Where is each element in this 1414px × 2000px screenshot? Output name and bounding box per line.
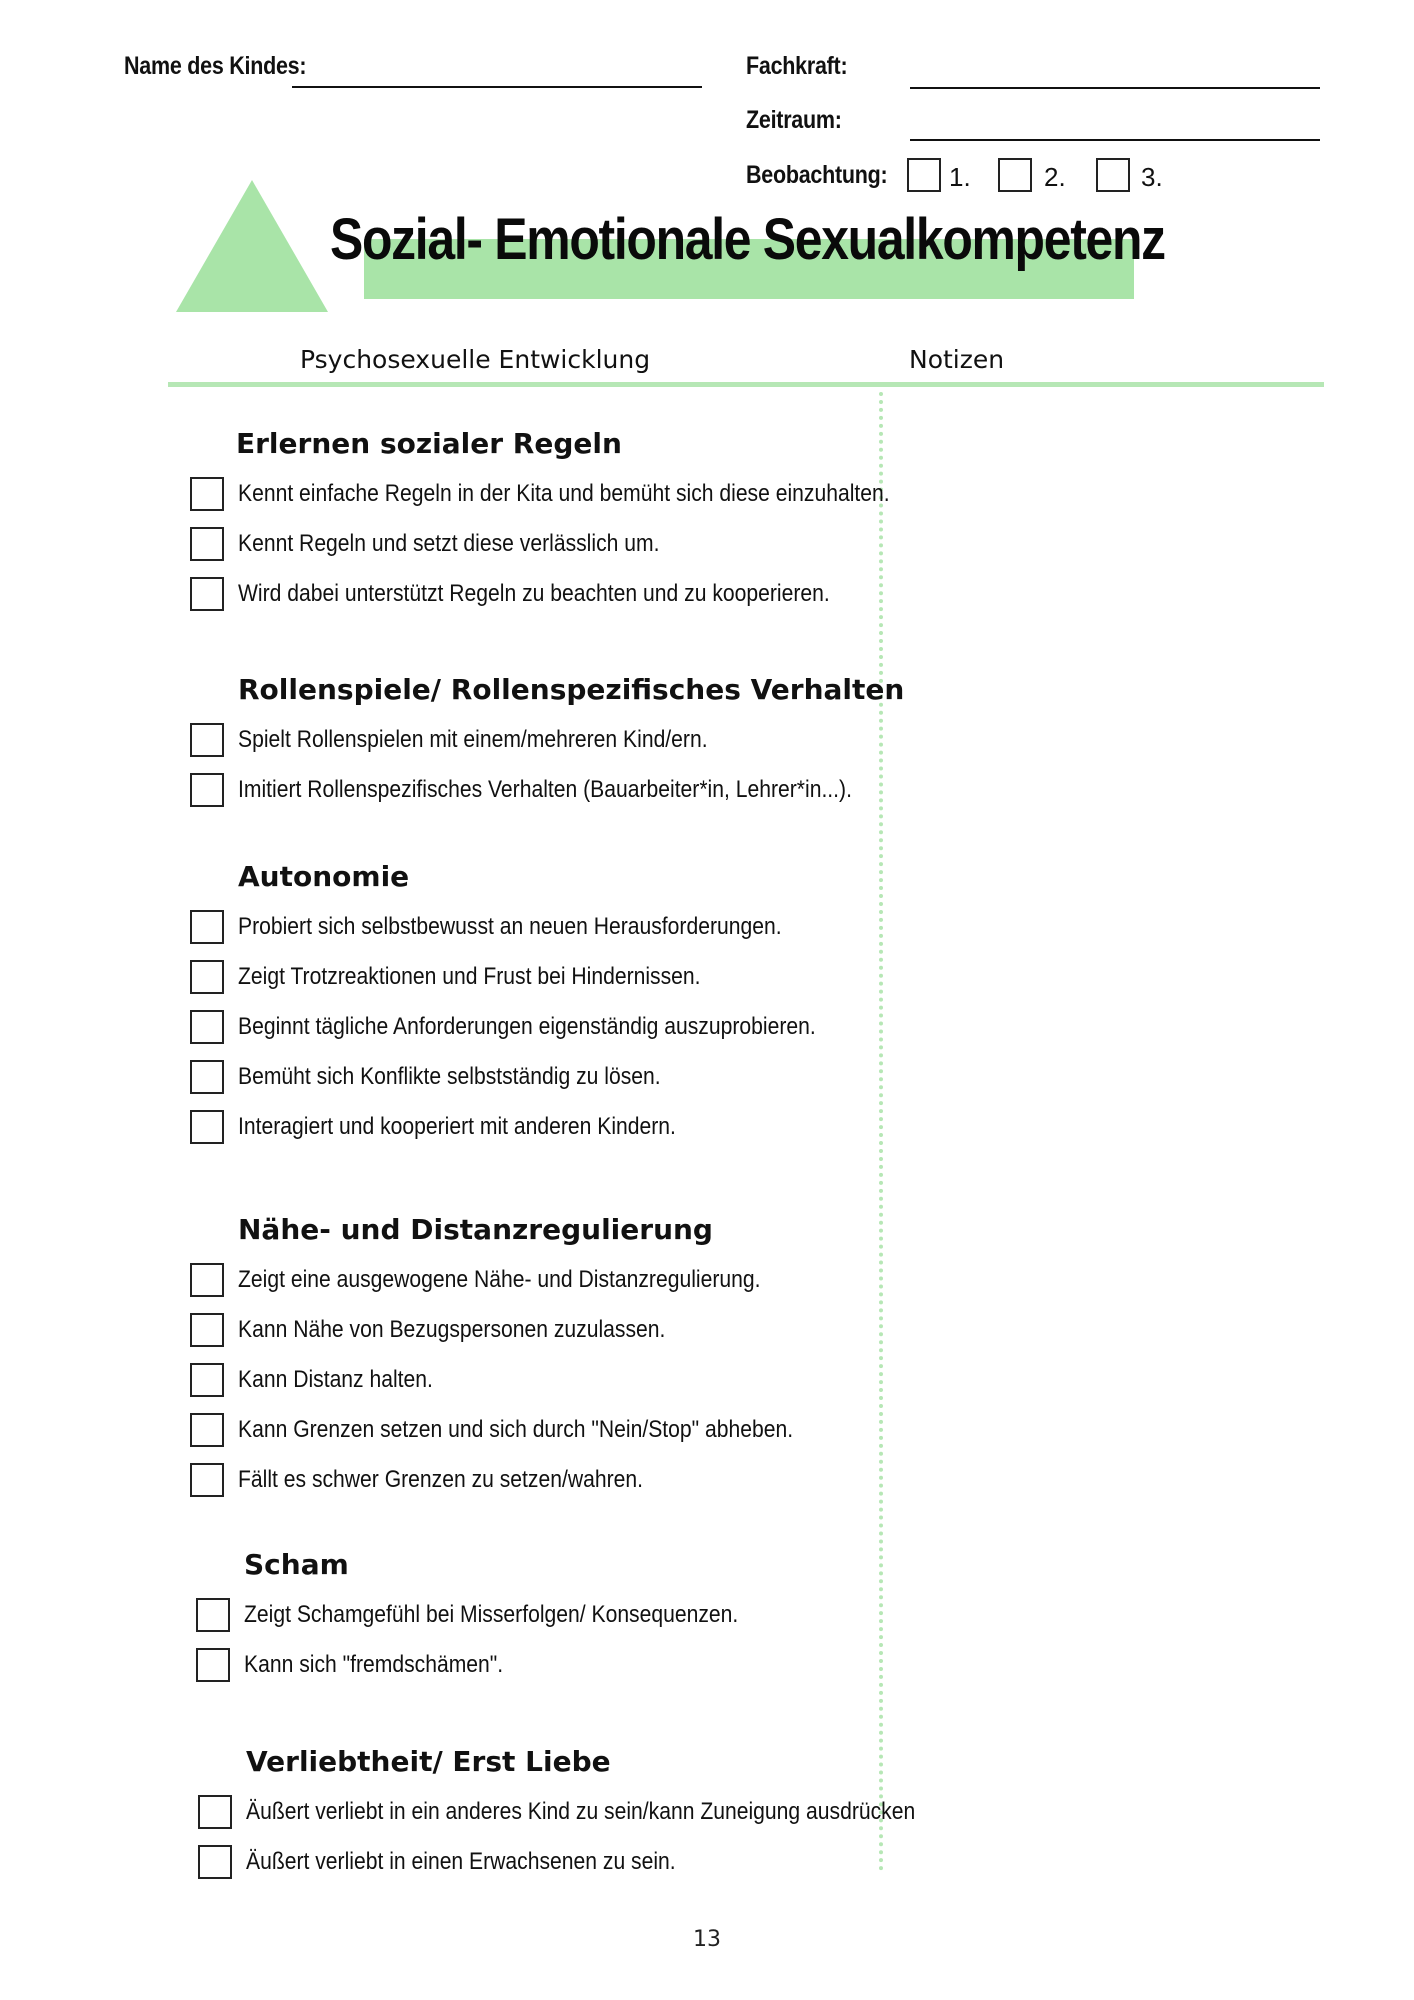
green-triangle-decoration: [176, 180, 328, 312]
item-checkbox[interactable]: [190, 577, 224, 611]
item-text: Bemüht sich Konflikte selbstständig zu lösen.: [238, 1063, 661, 1090]
list-item: [190, 1007, 816, 1057]
list-item: [190, 1360, 713, 1410]
section-title: Nähe- und Distanzregulierung: [238, 1213, 713, 1246]
item-text: Zeigt Trotzreaktionen und Frust bei Hindernissen.: [238, 963, 701, 990]
list-item: [198, 1842, 676, 1892]
item-text: Äußert verliebt in einen Erwachsenen zu sein.: [246, 1848, 676, 1875]
item-text: Interagiert und kooperiert mit anderen Kindern.: [238, 1113, 676, 1140]
list-item: [190, 1057, 661, 1107]
item-text: Zeigt Schamgefühl bei Misserfolgen/ Konsequenzen.: [244, 1601, 739, 1628]
column-header-notes: Notizen: [909, 345, 1005, 374]
list-item: [190, 1460, 713, 1510]
section-title: Verliebtheit/ Erst Liebe: [246, 1745, 611, 1778]
item-checkbox[interactable]: [190, 477, 224, 511]
list-item: [198, 1792, 916, 1842]
fachkraft-label: Fachkraft:: [746, 52, 848, 80]
observation-2-checkbox[interactable]: [998, 158, 1032, 192]
list-item: [190, 1260, 761, 1310]
observation-3-checkbox[interactable]: [1096, 158, 1130, 192]
section-role-play: [190, 670, 904, 820]
zeitraum-field[interactable]: [910, 139, 1320, 141]
section-proximity-distance: [190, 1210, 794, 1510]
section-title: Erlernen sozialer Regeln: [236, 427, 622, 460]
page-title: Sozial- Emotionale Sexualkompetenz: [330, 207, 1165, 272]
item-text: Imitiert Rollenspezifisches Verhalten (Bauarbeiter*in, Lehrer*in...).: [238, 776, 852, 803]
item-checkbox[interactable]: [190, 1263, 224, 1297]
beobachtung-label: Beobachtung:: [746, 161, 888, 189]
section-title: Autonomie: [238, 860, 410, 893]
item-text: Kann Nähe von Bezugspersonen zuzulassen.: [238, 1316, 666, 1343]
item-text: Kann Distanz halten.: [238, 1366, 433, 1393]
page-number: 13: [693, 1927, 721, 1952]
item-text: Kennt einfache Regeln in der Kita und bemüht sich diese einzuhalten.: [238, 480, 890, 507]
item-checkbox[interactable]: [190, 960, 224, 994]
observation-3-label: 3.: [1141, 162, 1163, 192]
list-item: [190, 1310, 713, 1360]
list-item: [190, 524, 660, 574]
fachkraft-field[interactable]: [910, 87, 1320, 89]
section-autonomy: [190, 857, 816, 1157]
item-checkbox[interactable]: [190, 1313, 224, 1347]
item-text: Äußert verliebt in ein anderes Kind zu sein/kann Zuneigung ausdrücken: [246, 1798, 916, 1825]
list-item: [190, 574, 830, 624]
list-item: [190, 474, 890, 524]
item-text: Probiert sich selbstbewusst an neuen Herausforderungen.: [238, 913, 782, 940]
notes-column-divider: [879, 392, 883, 1872]
header-divider: [168, 382, 1324, 387]
item-checkbox[interactable]: [198, 1795, 232, 1829]
section-title: Scham: [244, 1548, 349, 1581]
list-item: [196, 1595, 739, 1645]
item-text: Zeigt eine ausgewogene Nähe- und Distanzregulierung.: [238, 1266, 761, 1293]
item-text: Kann Grenzen setzen und sich durch "Nein/Stop" abheben.: [238, 1416, 794, 1443]
item-checkbox[interactable]: [190, 1363, 224, 1397]
item-checkbox[interactable]: [190, 723, 224, 757]
item-checkbox[interactable]: [190, 1413, 224, 1447]
item-checkbox[interactable]: [190, 1110, 224, 1144]
item-checkbox[interactable]: [190, 527, 224, 561]
observation-2-label: 2.: [1044, 162, 1066, 192]
item-text: Kann sich "fremdschämen".: [244, 1651, 504, 1678]
list-item: [190, 770, 904, 820]
item-checkbox[interactable]: [190, 773, 224, 807]
item-checkbox[interactable]: [196, 1648, 230, 1682]
item-text: Wird dabei unterstützt Regeln zu beachten und zu kooperieren.: [238, 580, 830, 607]
child-name-label: Name des Kindes:: [124, 52, 307, 80]
child-name-field[interactable]: [292, 86, 702, 88]
list-item: [190, 907, 782, 957]
list-item: [190, 1410, 794, 1460]
section-shame: [196, 1545, 739, 1695]
list-item: [190, 1107, 676, 1157]
column-header-development: Psychosexuelle Entwicklung: [300, 345, 651, 374]
item-checkbox[interactable]: [190, 1463, 224, 1497]
zeitraum-label: Zeitraum:: [746, 106, 842, 134]
item-checkbox[interactable]: [190, 1010, 224, 1044]
list-item: [190, 720, 904, 770]
item-text: Beginnt tägliche Anforderungen eigenständig auszuprobieren.: [238, 1013, 816, 1040]
notes-area[interactable]: [890, 395, 1320, 1870]
observation-1-label: 1.: [949, 162, 971, 192]
section-social-rules: [190, 424, 890, 624]
item-text: Kennt Regeln und setzt diese verlässlich um.: [238, 530, 660, 557]
item-text: Fällt es schwer Grenzen zu setzen/wahren.: [238, 1466, 643, 1493]
item-checkbox[interactable]: [190, 1060, 224, 1094]
section-title: Rollenspiele/ Rollenspezifisches Verhalten: [238, 673, 905, 706]
item-checkbox[interactable]: [190, 910, 224, 944]
item-checkbox[interactable]: [198, 1845, 232, 1879]
list-item: [196, 1645, 504, 1695]
item-checkbox[interactable]: [196, 1598, 230, 1632]
observation-1-checkbox[interactable]: [907, 158, 941, 192]
item-text: Spielt Rollenspielen mit einem/mehreren Kind/ern.: [238, 726, 708, 753]
section-infatuation: [198, 1742, 916, 1892]
list-item: [190, 957, 701, 1007]
